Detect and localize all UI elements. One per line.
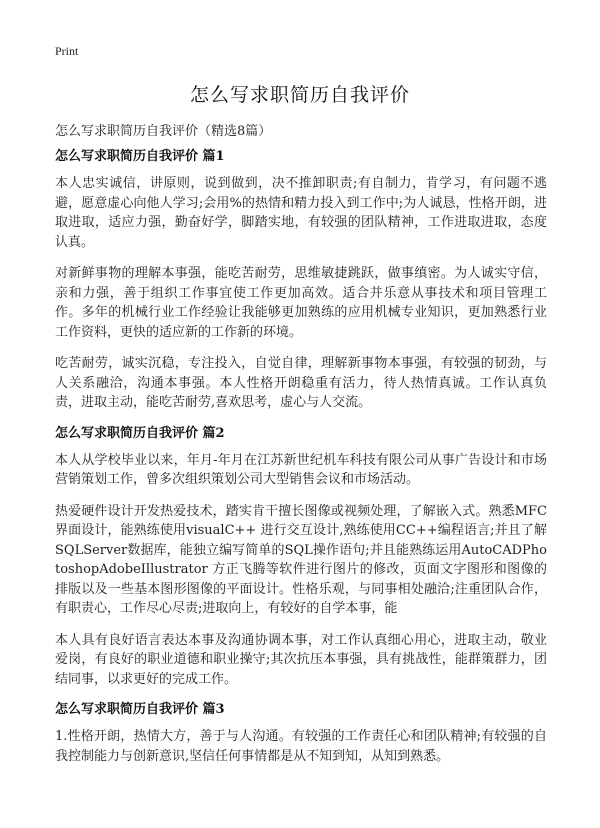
section-heading: 怎么写求职简历自我评价 篇3 [55,702,225,717]
section-1 [55,148,547,413]
section-heading: 怎么写求职简历自我评价 篇1 [55,149,225,164]
section-3 [55,701,547,766]
page-subtitle: 怎么写求职简历自我评价（精选8篇） [55,124,272,139]
paragraph: 本人忠实诚信，讲原则，说到做到，决不推卸职责;有自制力，肯学习，有问题不逃避，愿意虚心向他人学习;会用%的热情和精力投入到工作中;为人诚恳，性格开朗，进取进取，适应力强，勤奋好学，脚踏实地，有较强的团队精神，工作进取进取，态度认真。 [55,176,547,250]
section-2 [55,425,547,690]
paragraph: 本人具有良好语言表达本事及沟通协调本事，对工作认真细心用心，进取主动，敬业爱岗，有良好的职业道德和职业操守;其次抗压本事强，具有挑战性，能群策群力，团结同事，以求更好的完成工作。 [55,632,547,687]
paragraph: 本人从学校毕业以来，年月-年月在江苏新世纪机车科技有限公司从事广告设计和市场营销策划工作，曾多次组织策划公司大型销售会议和市场活动。 [55,452,547,487]
page-title: 怎么写求职简历自我评价 [189,84,410,106]
document-body [55,148,547,778]
paragraph: 1.性格开朗，热情大方，善于与人沟通。有较强的工作责任心和团队精神;有较强的自我控制能力与创新意识,坚信任何事情都是从不知到知，从知到熟悉。 [55,729,547,764]
paragraph: 吃苦耐劳，诚实沉稳，专注投入，自觉自律，理解新事物本事强，有较强的韧劲，与人关系融洽，沟通本事强。本人性格开朗稳重有活力，待人热情真诚。工作认真负责，进取主动，能吃苦耐劳,喜欢思考，虚心与人交流。 [55,356,547,410]
paragraph: 热爱硬件设计开发热爱技术，踏实肯干擅长图像或视频处理，了解嵌入式。熟悉MFC界面设计，能熟练使用visualC++ 进行交互设计,熟练使用CC++编程语言;并且了解SQLServer数据库，能独立编写简单的SQL操作语句;并且能熟练运用AutoCADPhotoshopAdobeIllustrator 方正飞腾等软件进行图片的修改，页面文字图形和图像的排版以及一些基本图形图像的平面设计。性格乐观，与同事相处融洽;注重团队合作，有职责心，工作尽心尽责;进取向上，有较好的自学本事，能 [55,503,547,616]
section-heading: 怎么写求职简历自我评价 篇2 [55,425,225,441]
paragraph: 对新鲜事物的理解本事强，能吃苦耐劳，思维敏捷跳跃，做事缜密。为人诚实守信，亲和力强，善于组织工作事宜使工作更加高效。适合并乐意从事技术和项目管理工作。多年的机械行业工作经验让我能够更加熟练的应用机械专业知识，更加熟悉行业工作资料，更快的适应新的工作新的环境。 [55,266,547,340]
print-link[interactable]: Print [55,44,79,58]
